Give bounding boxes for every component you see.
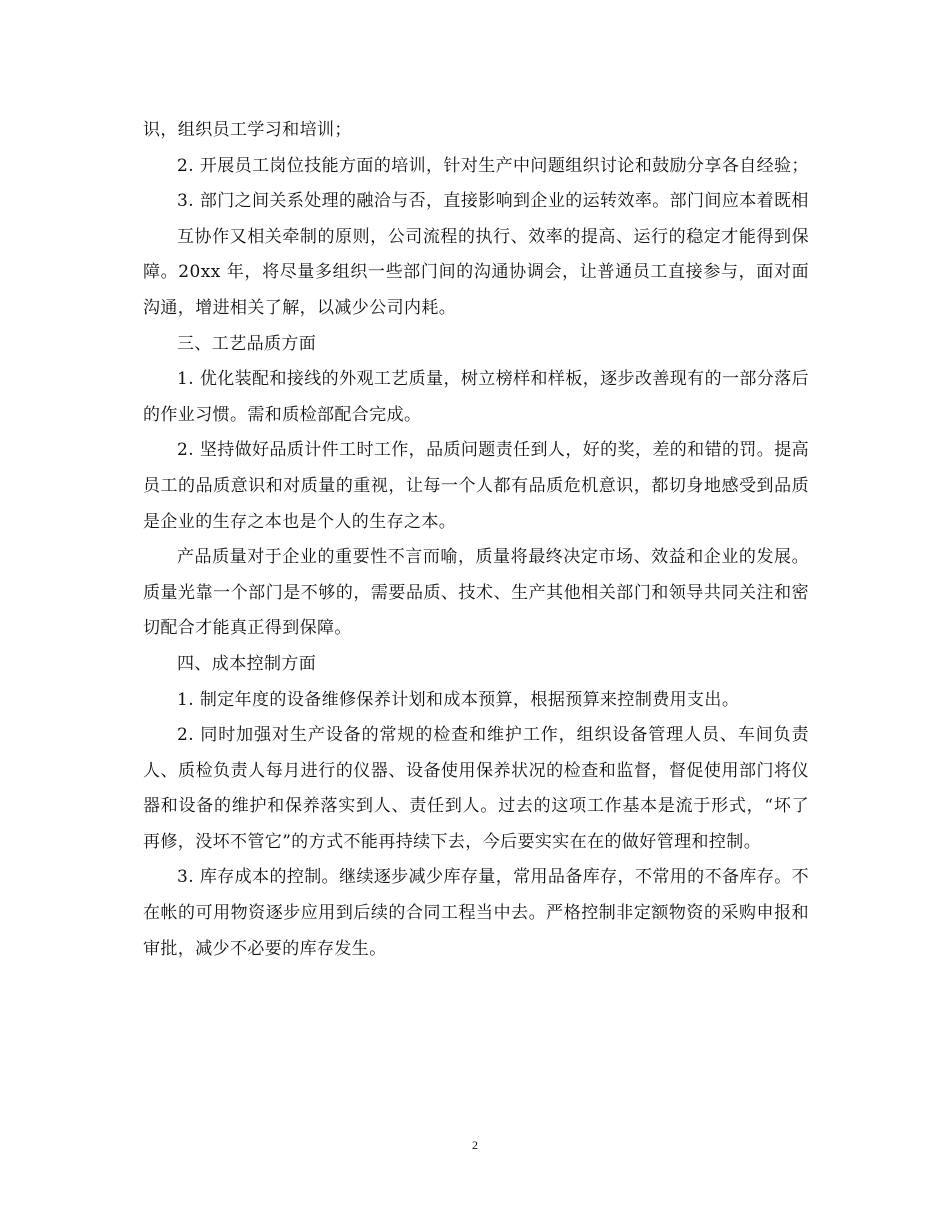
paragraph: 1. 优化装配和接线的外观工艺质量，树立榜样和样板，逐步改善现有的一部分落后的作业习惯。需和质检部配合完成。 <box>143 369 809 425</box>
paragraph: 2. 开展员工岗位技能方面的培训，针对生产中问题组织讨论和鼓励分享各自经验； <box>177 155 809 176</box>
paragraph: 1. 制定年度的设备维修保养计划和成本预算，根据预算来控制费用支出。 <box>177 689 740 710</box>
paragraph: 互协作又相关牵制的原则，公司流程的执行、效率的提高、运行的稳定才能得到保障。20xx 年，将尽量多组织一些部门间的沟通协调会，让普通员工直接参与，面对面沟通，增进相关了解，以减少公司内耗。 <box>143 226 809 318</box>
paragraph: 2. 坚持做好品质计件工时工作，品质问题责任到人，好的奖，差的和错的罚。提高员工的品质意识和对质量的重视，让每一个人都有品质危机意识，都切身地感受到品质是企业的生存之本也是个人的生存之本。 <box>143 440 809 532</box>
page-number: 2 <box>472 1138 478 1152</box>
paragraph: 产品质量对于企业的重要性不言而喻，质量将最终决定市场、效益和企业的发展。质量光靠一个部门是不够的，需要品质、技术、生产其他相关部门和领导共同关注和密切配合才能真正得到保障。 <box>143 547 809 639</box>
section-heading: 四、成本控制方面 <box>177 653 317 674</box>
paragraph: 3. 部门之间关系处理的融洽与否，直接影响到企业的运转效率。部门间应本着既相 <box>177 191 809 212</box>
section-heading: 三、工艺品质方面 <box>177 333 317 354</box>
document-body <box>143 113 809 967</box>
paragraph: 识，组织员工学习和培训； <box>143 120 352 140</box>
paragraph: 3. 库存成本的控制。继续逐步减少库存量，常用品备库存，不常用的不备库存。不在帐的可用物资逐步应用到后续的合同工程当中去。严格控制非定额物资的采购申报和审批，减少不必要的库存发生。 <box>143 867 809 959</box>
paragraph: 2. 同时加强对生产设备的常规的检查和维护工作，组织设备管理人员、车间负责人、质检负责人每月进行的仪器、设备使用保养状况的检查和监督，督促使用部门将仪器和设备的维护和保养落实到人、责任到人。过去的这项工作基本是流于形式，“坏了再修，没坏不管它”的方式不能再持续下去，今后要实实在在的做好管理和控制。 <box>143 725 809 852</box>
